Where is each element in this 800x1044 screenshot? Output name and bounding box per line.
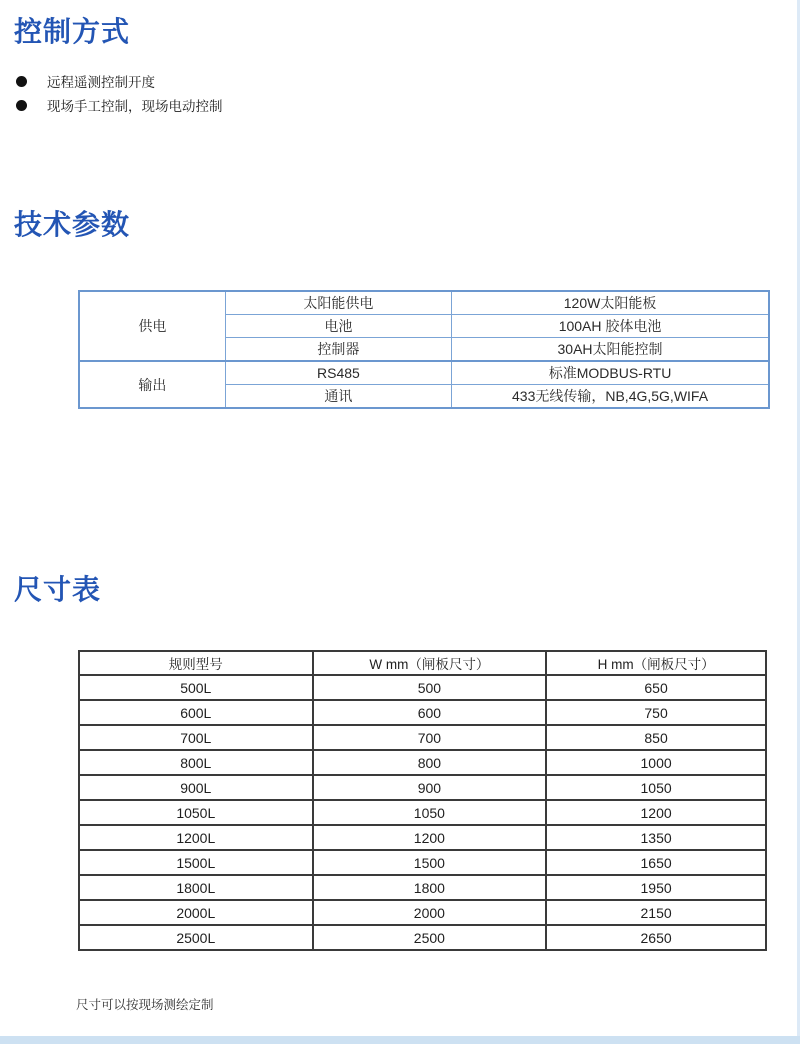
size-table-body bbox=[79, 675, 766, 950]
size-dimension-cell: 1650 bbox=[546, 850, 766, 875]
section-title-tech-params: 技术参数 bbox=[14, 209, 131, 240]
size-table-row bbox=[79, 825, 766, 850]
size-dimension-cell: 1800 bbox=[313, 875, 547, 900]
bullet-item bbox=[16, 93, 223, 117]
size-model-cell: 1800L bbox=[79, 875, 313, 900]
tech-param-value: 120W太阳能板 bbox=[452, 291, 769, 315]
size-dimension-cell: 1350 bbox=[546, 825, 766, 850]
size-table-row bbox=[79, 675, 766, 700]
bullet-text: 远程遥测控制开度 bbox=[47, 75, 155, 90]
size-dimension-cell: 2150 bbox=[546, 900, 766, 925]
size-table-row bbox=[79, 875, 766, 900]
size-table-row bbox=[79, 750, 766, 775]
tech-param-name: 太阳能供电 bbox=[225, 291, 451, 315]
size-model-cell: 2500L bbox=[79, 925, 313, 950]
page-bottom-bar bbox=[0, 1036, 800, 1044]
size-model-cell: 600L bbox=[79, 700, 313, 725]
size-footnote: 尺寸可以按现场测绘定制 bbox=[76, 998, 214, 1012]
size-table-row bbox=[79, 925, 766, 950]
size-model-cell: 1200L bbox=[79, 825, 313, 850]
size-dimension-cell: 1050 bbox=[313, 800, 547, 825]
tech-param-name: 控制器 bbox=[225, 338, 451, 362]
size-dimension-cell: 2500 bbox=[313, 925, 547, 950]
size-model-cell: 1500L bbox=[79, 850, 313, 875]
section-title-size-table: 尺寸表 bbox=[14, 574, 102, 605]
bullet-item bbox=[16, 69, 223, 93]
size-dimension-cell: 600 bbox=[313, 700, 547, 725]
size-dimension-cell: 1200 bbox=[313, 825, 547, 850]
size-col-header: W mm（闸板尺寸） bbox=[313, 651, 547, 675]
size-table-row bbox=[79, 850, 766, 875]
size-dimension-cell: 1050 bbox=[546, 775, 766, 800]
size-model-cell: 800L bbox=[79, 750, 313, 775]
tech-group-label: 供电 bbox=[79, 291, 225, 361]
size-table-row bbox=[79, 725, 766, 750]
section-title-control-method: 控制方式 bbox=[14, 16, 131, 47]
size-dimension-cell: 1000 bbox=[546, 750, 766, 775]
size-col-header: 规则型号 bbox=[79, 651, 313, 675]
size-model-cell: 2000L bbox=[79, 900, 313, 925]
size-dimension-cell: 2650 bbox=[546, 925, 766, 950]
size-table-header-row bbox=[79, 651, 766, 675]
size-dimension-cell: 850 bbox=[546, 725, 766, 750]
size-dimension-cell: 900 bbox=[313, 775, 547, 800]
size-dimension-cell: 650 bbox=[546, 675, 766, 700]
tech-table-row bbox=[79, 291, 769, 315]
size-table-row bbox=[79, 775, 766, 800]
tech-param-value: 30AH太阳能控制 bbox=[452, 338, 769, 362]
size-col-header: H mm（闸板尺寸） bbox=[546, 651, 766, 675]
tech-param-name: 电池 bbox=[225, 315, 451, 338]
tech-table-row bbox=[79, 361, 769, 385]
size-table-row bbox=[79, 900, 766, 925]
tech-param-value: 100AH 胶体电池 bbox=[452, 315, 769, 338]
size-model-cell: 900L bbox=[79, 775, 313, 800]
tech-params-table bbox=[78, 290, 770, 409]
bullet-dot-icon bbox=[16, 76, 27, 87]
size-dimension-cell: 800 bbox=[313, 750, 547, 775]
tech-param-name: 通讯 bbox=[225, 385, 451, 409]
bullet-text: 现场手工控制，现场电动控制 bbox=[47, 99, 223, 114]
size-table bbox=[78, 650, 767, 951]
size-dimension-cell: 750 bbox=[546, 700, 766, 725]
control-method-bullet-list bbox=[16, 69, 223, 117]
size-model-cell: 500L bbox=[79, 675, 313, 700]
size-table-row bbox=[79, 800, 766, 825]
size-model-cell: 1050L bbox=[79, 800, 313, 825]
size-table-row bbox=[79, 700, 766, 725]
tech-param-value: 标准MODBUS-RTU bbox=[452, 361, 769, 385]
size-model-cell: 700L bbox=[79, 725, 313, 750]
bullet-dot-icon bbox=[16, 100, 27, 111]
size-dimension-cell: 500 bbox=[313, 675, 547, 700]
size-dimension-cell: 1500 bbox=[313, 850, 547, 875]
tech-param-name: RS485 bbox=[225, 361, 451, 385]
size-dimension-cell: 2000 bbox=[313, 900, 547, 925]
size-dimension-cell: 1200 bbox=[546, 800, 766, 825]
tech-group-label: 输出 bbox=[79, 361, 225, 408]
size-dimension-cell: 1950 bbox=[546, 875, 766, 900]
tech-param-value: 433无线传输，NB,4G,5G,WIFA bbox=[452, 385, 769, 409]
tech-table-body bbox=[79, 291, 769, 408]
size-dimension-cell: 700 bbox=[313, 725, 547, 750]
